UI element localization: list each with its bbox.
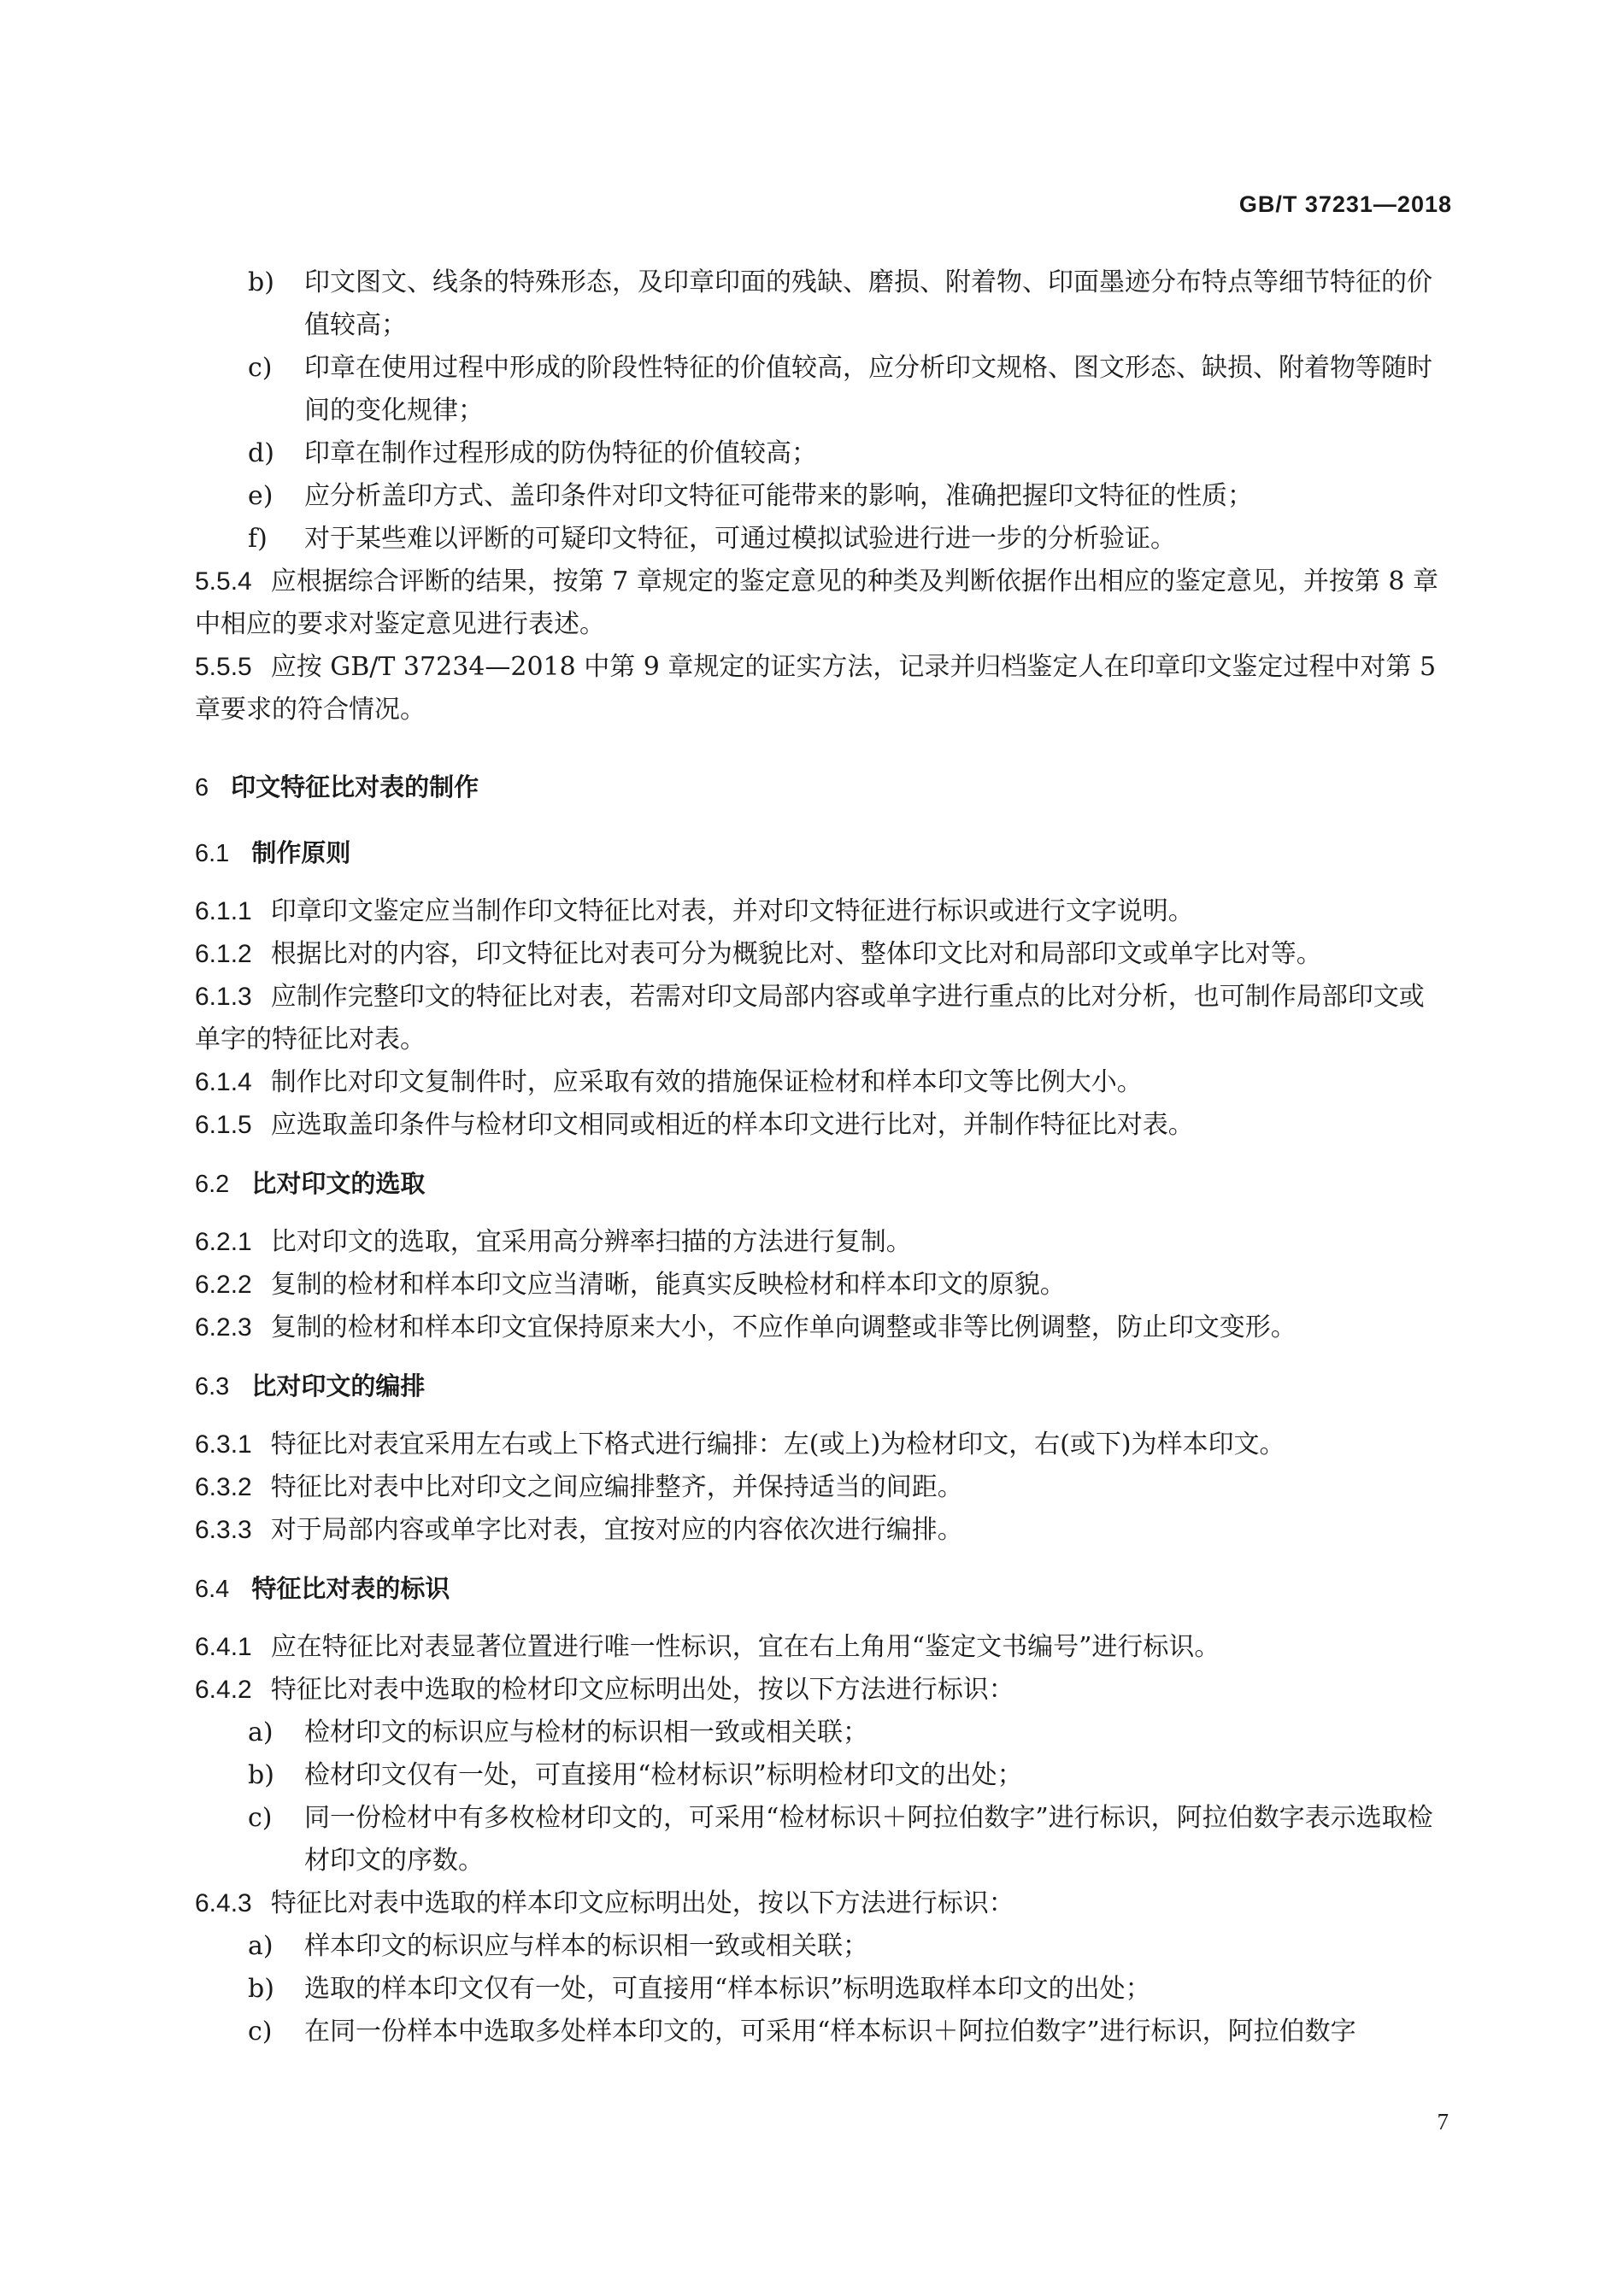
clause-text: 应根据综合评断的结果，按第 7 章规定的鉴定意见的种类及判断依据作出相应的鉴定意见，并按第 8 章中相应的要求对鉴定意见进行表述。 xyxy=(195,567,1439,639)
section-heading-6 xyxy=(195,766,1450,809)
clause-text: 复制的检材和样本印文宜保持原来大小，不应作单向调整或非等比例调整，防止印文变形。 xyxy=(270,1312,1297,1342)
item-mark: f) xyxy=(248,524,268,554)
section-title: 比对印文的选取 xyxy=(251,1169,426,1198)
clause-6-1-4 xyxy=(195,1061,1450,1104)
list-item xyxy=(195,1925,1450,1968)
clause-6-1-1 xyxy=(195,890,1450,933)
section-number: 6 xyxy=(195,774,209,802)
list-item xyxy=(195,347,1450,432)
section-heading-6-1 xyxy=(195,831,1450,875)
clause-number: 6.1.1 xyxy=(195,897,252,925)
item-mark: b) xyxy=(248,1974,274,2004)
clause-text: 对于局部内容或单字比对表，宜按对应的内容依次进行编排。 xyxy=(270,1515,963,1545)
list-item xyxy=(195,475,1450,518)
clause-number: 6.1.2 xyxy=(195,940,252,968)
clause-number: 6.4.3 xyxy=(195,1889,252,1917)
clause-number: 6.3.2 xyxy=(195,1473,252,1501)
list-item xyxy=(195,432,1450,475)
clause-text: 复制的检材和样本印文应当清晰，能真实反映检材和样本印文的原貌。 xyxy=(270,1270,1066,1300)
clause-6-1-5 xyxy=(195,1104,1450,1147)
clause-text: 印章印文鉴定应当制作印文特征比对表，并对印文特征进行标识或进行文字说明。 xyxy=(270,896,1194,926)
clause-6-3-1 xyxy=(195,1424,1450,1466)
item-mark: e) xyxy=(248,481,273,511)
standard-code: GB/T 37231—2018 xyxy=(1238,191,1452,217)
item-text: 对于某些难以评断的可疑印文特征，可通过模拟试验进行进一步的分析验证。 xyxy=(304,524,1176,554)
clause-6-2-1 xyxy=(195,1221,1450,1264)
item-text: 印文图文、线条的特殊形态，及印章印面的残缺、磨损、附着物、印面墨迹分布特点等细节特征的价值较高； xyxy=(304,267,1432,340)
clause-6-4-2 xyxy=(195,1669,1450,1712)
clause-text: 特征比对表宜采用左右或上下格式进行编排：左(或上)为检材印文，右(或下)为样本印文。 xyxy=(270,1430,1285,1459)
section-number: 6.2 xyxy=(195,1171,230,1198)
item-text: 检材印文的标识应与检材的标识相一致或相关联； xyxy=(304,1718,868,1747)
section-heading-6-4 xyxy=(195,1567,1450,1611)
clause-number: 6.4.1 xyxy=(195,1633,252,1661)
clause-6-3-2 xyxy=(195,1466,1450,1509)
clause-text: 应按 GB/T 37234—2018 中第 9 章规定的证实方法，记录并归档鉴定人在印章印文鉴定过程中对第 5 章要求的符合情况。 xyxy=(195,652,1437,725)
clause-text: 特征比对表中选取的样本印文应标明出处，按以下方法进行标识： xyxy=(270,1888,1014,1918)
item-mark: b) xyxy=(248,1760,274,1790)
page-number: 7 xyxy=(1437,2109,1449,2135)
section-title: 制作原则 xyxy=(251,838,351,867)
item-mark: a) xyxy=(248,1718,273,1747)
list-item xyxy=(195,1968,1450,2011)
clause-text: 应制作完整印文的特征比对表，若需对印文局部内容或单字进行重点的比对分析，也可制作局部印文或单字的特征比对表。 xyxy=(195,982,1425,1054)
clause-number: 6.2.3 xyxy=(195,1313,252,1342)
clause-6-1-3 xyxy=(195,976,1450,1061)
item-text: 同一份检材中有多枚检材印文的，可采用“检材标识＋阿拉伯数字”进行标识，阿拉伯数字表示选取检材印文的序数。 xyxy=(304,1803,1433,1876)
item-text: 在同一份样本中选取多处样本印文的，可采用“样本标识＋阿拉伯数字”进行标识，阿拉伯数字 xyxy=(304,2017,1356,2046)
clause-text: 特征比对表中比对印文之间应编排整齐，并保持适当的间距。 xyxy=(270,1472,963,1502)
item-mark: d) xyxy=(248,438,274,468)
clause-number: 6.4.2 xyxy=(195,1676,252,1704)
clause-number: 5.5.4 xyxy=(195,567,252,596)
list-item xyxy=(195,1797,1450,1882)
item-text: 印章在使用过程中形成的阶段性特征的价值较高，应分析印文规格、图文形态、缺损、附着物等随时间的变化规律； xyxy=(304,353,1432,426)
clause-6-1-2 xyxy=(195,933,1450,976)
section-heading-6-3 xyxy=(195,1365,1450,1408)
item-text: 选取的样本印文仅有一处，可直接用“样本标识”标明选取样本印文的出处； xyxy=(304,1974,1151,2004)
list-item xyxy=(195,1754,1450,1797)
list-item xyxy=(195,261,1450,347)
list-top xyxy=(195,261,1450,561)
body-content xyxy=(195,261,1450,2053)
clause-number: 6.1.5 xyxy=(195,1111,252,1139)
clause-text: 应在特征比对表显著位置进行唯一性标识，宜在右上角用“鉴定文书编号”进行标识。 xyxy=(270,1632,1220,1662)
section-number: 6.1 xyxy=(195,840,230,867)
clause-text: 特征比对表中选取的检材印文应标明出处，按以下方法进行标识： xyxy=(270,1675,1014,1705)
item-mark: c) xyxy=(248,1803,273,1833)
item-mark: c) xyxy=(248,2017,273,2046)
section-number: 6.4 xyxy=(195,1576,230,1603)
clause-number: 6.2.2 xyxy=(195,1271,252,1299)
clause-number: 6.1.4 xyxy=(195,1068,252,1096)
clause-number: 6.2.1 xyxy=(195,1228,252,1256)
clause-6-2-3 xyxy=(195,1307,1450,1349)
list-item xyxy=(195,2011,1450,2053)
item-text: 应分析盖印方式、盖印条件对印文特征可能带来的影响，准确把握印文特征的性质； xyxy=(304,481,1253,511)
section-title: 印文特征比对表的制作 xyxy=(231,772,479,802)
clause-number: 6.1.3 xyxy=(195,983,252,1011)
clause-5-5-5 xyxy=(195,646,1450,731)
section-title: 特征比对表的标识 xyxy=(251,1574,450,1603)
item-mark: c) xyxy=(248,353,273,383)
item-mark: b) xyxy=(248,267,274,297)
section-title: 比对印文的编排 xyxy=(251,1371,426,1401)
item-mark: a) xyxy=(248,1931,273,1961)
clause-text: 制作比对印文复制件时，应采取有效的措施保证检材和样本印文等比例大小。 xyxy=(270,1067,1143,1097)
clause-6-4-3 xyxy=(195,1882,1450,1925)
clause-text: 比对印文的选取，宜采用高分辨率扫描的方法进行复制。 xyxy=(270,1227,912,1257)
section-heading-6-2 xyxy=(195,1162,1450,1206)
item-text: 样本印文的标识应与样本的标识相一致或相关联； xyxy=(304,1931,868,1961)
clause-number: 5.5.5 xyxy=(195,653,252,681)
clause-number: 6.3.3 xyxy=(195,1516,252,1544)
clause-text: 根据比对的内容，印文特征比对表可分为概貌比对、整体印文比对和局部印文或单字比对等。 xyxy=(270,939,1322,969)
clause-6-3-3 xyxy=(195,1509,1450,1552)
list-item xyxy=(195,518,1450,561)
section-number: 6.3 xyxy=(195,1373,230,1401)
item-text: 印章在制作过程形成的防伪特征的价值较高； xyxy=(304,438,817,468)
clause-6-2-2 xyxy=(195,1264,1450,1307)
clause-number: 6.3.1 xyxy=(195,1430,252,1459)
list-item xyxy=(195,1712,1450,1754)
clause-6-4-1 xyxy=(195,1626,1450,1669)
item-text: 检材印文仅有一处，可直接用“检材标识”标明检材印文的出处； xyxy=(304,1760,1023,1790)
clause-text: 应选取盖印条件与检材印文相同或相近的样本印文进行比对，并制作特征比对表。 xyxy=(270,1110,1194,1140)
clause-5-5-4 xyxy=(195,561,1450,646)
